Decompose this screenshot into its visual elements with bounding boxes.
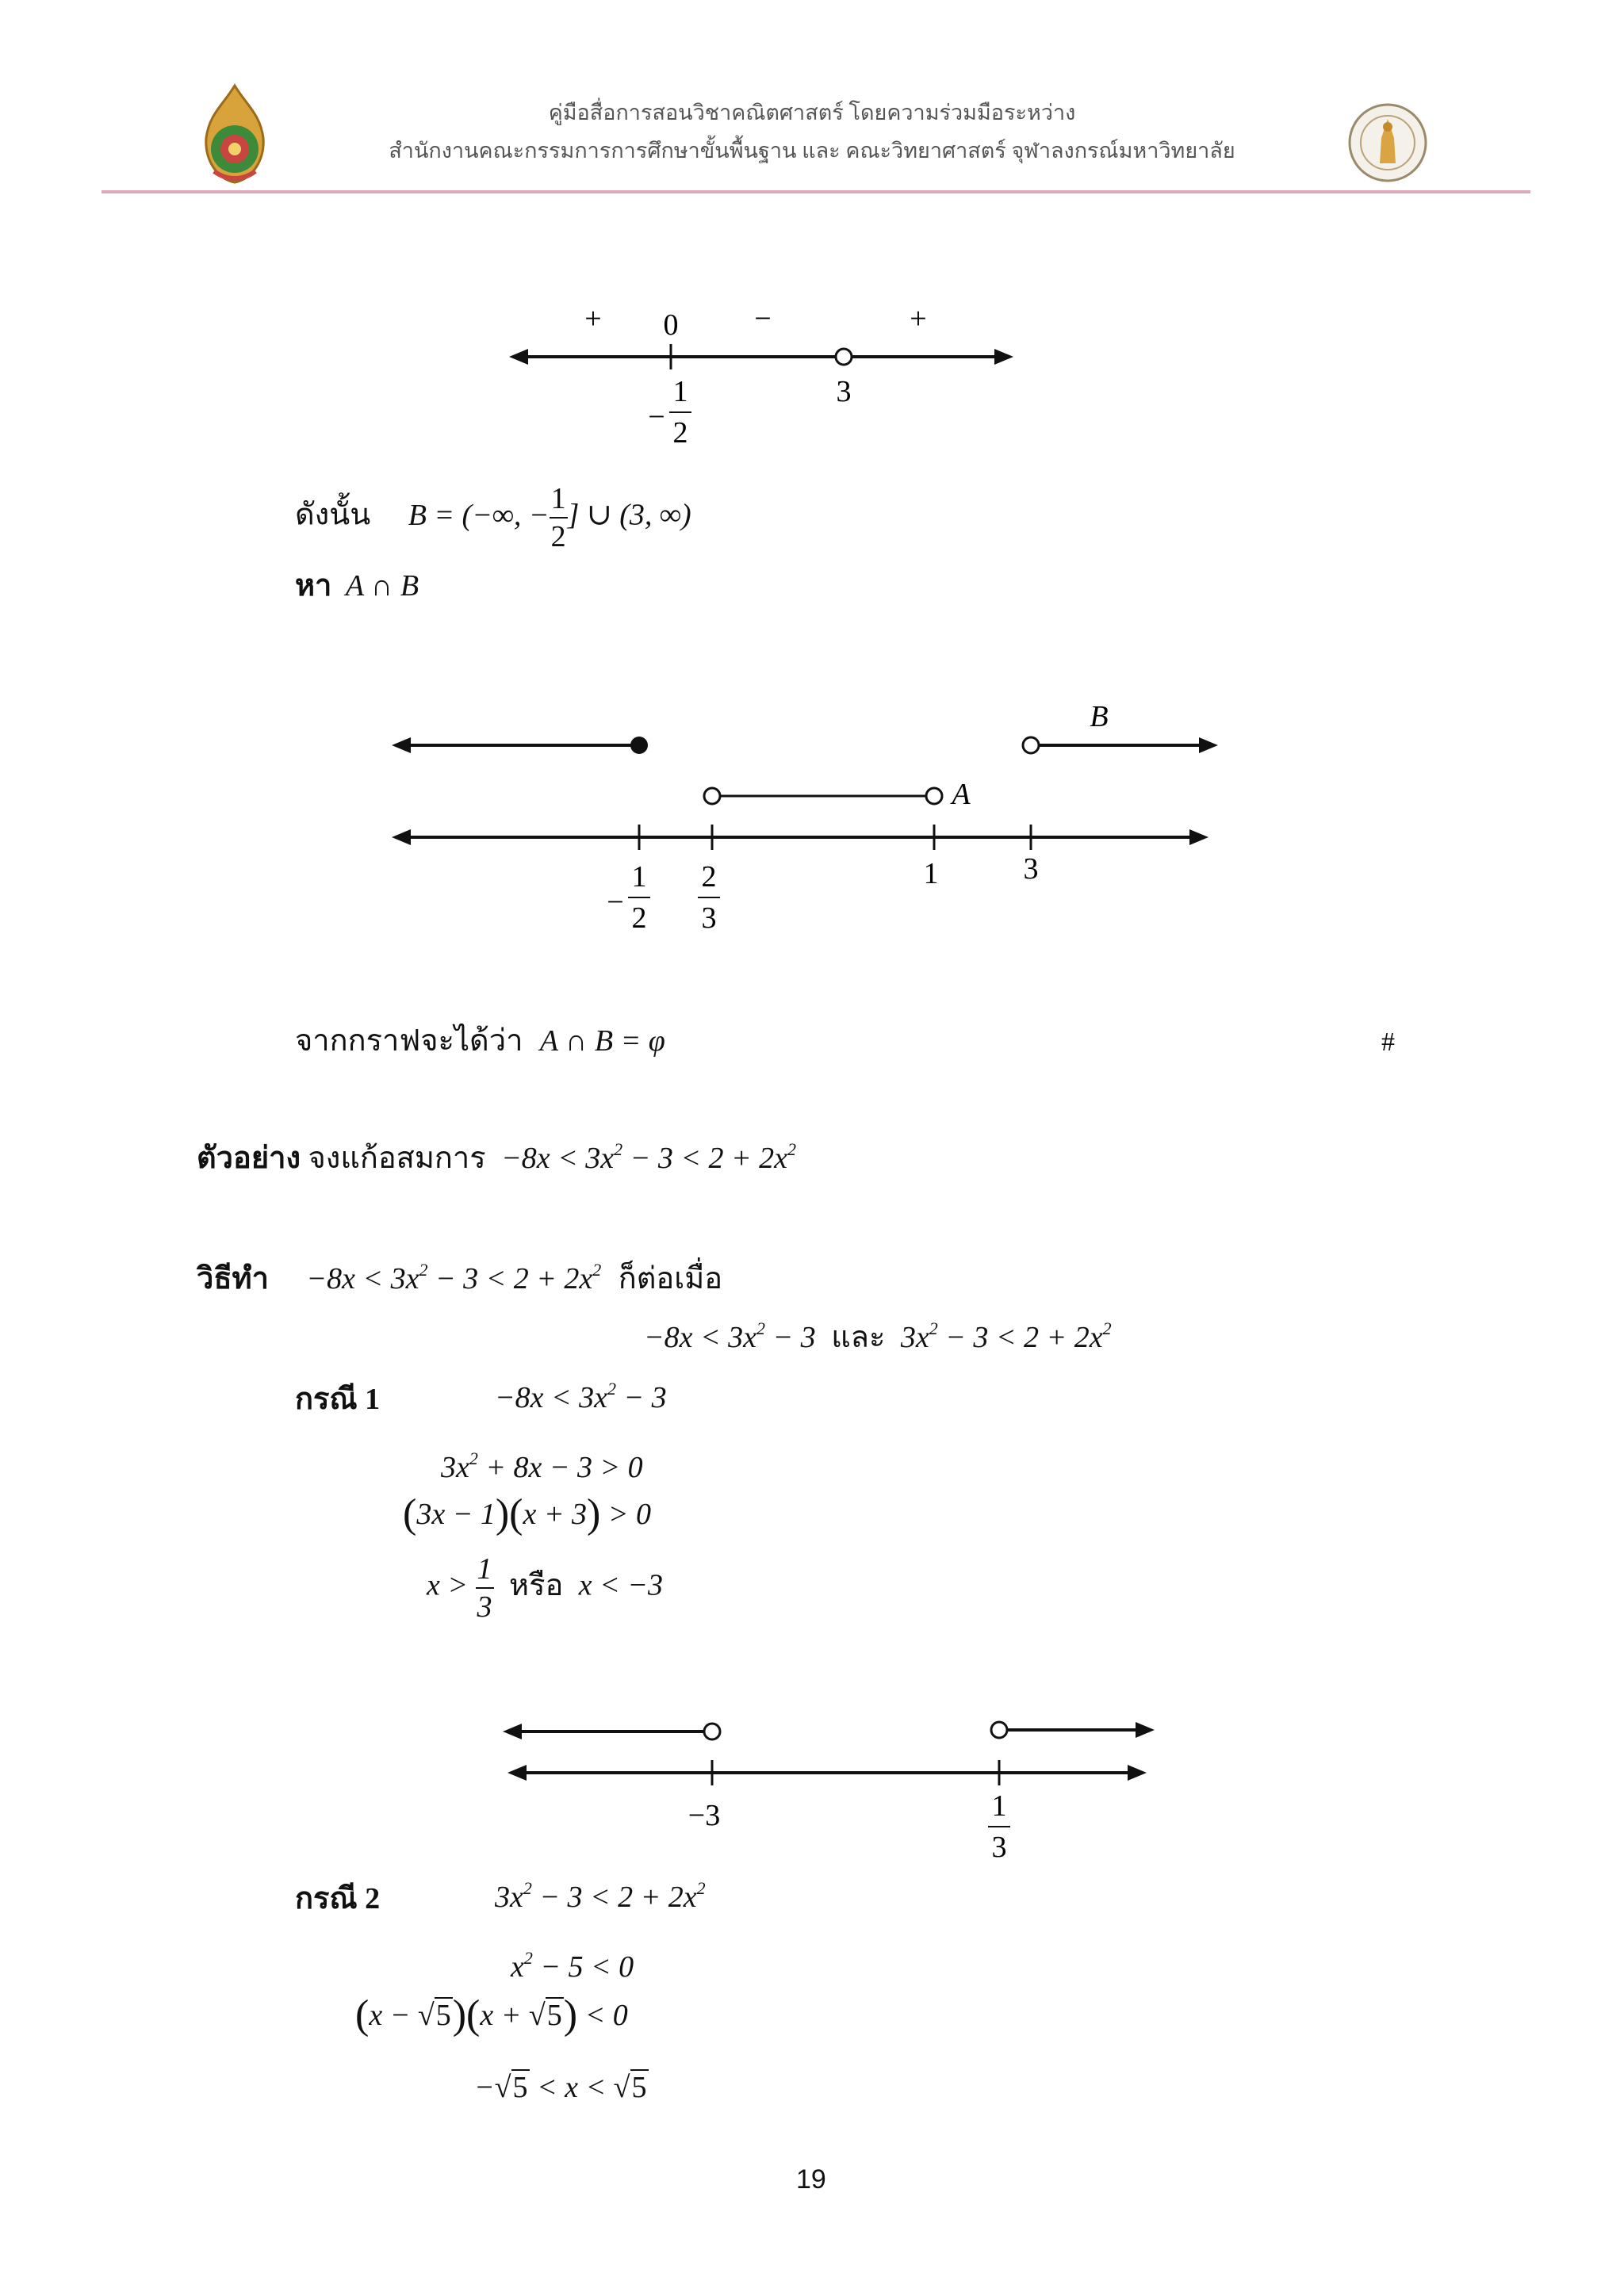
sign-zero: 0 xyxy=(663,308,679,342)
sign-chart-number-line xyxy=(508,300,1015,458)
tick-one-third-num: 1 xyxy=(991,1789,1007,1823)
case2-label: กรณี 2 xyxy=(295,1882,381,1915)
case2-line-1: $3x^2 - 3 < 2 + 2x^2$ xyxy=(495,1878,706,1914)
case1-number-line xyxy=(500,1705,1166,1871)
intersection-number-line xyxy=(389,696,1229,958)
tick-one: 1 xyxy=(923,857,939,890)
header-line-1: คู่มือสื่อการสอนวิชาคณิตศาสตร์ โดยความร่วมมือระหว่าง xyxy=(548,101,1076,124)
b-lhs: B = (−∞, − xyxy=(408,498,550,532)
find-expr: A ∩ B xyxy=(345,569,419,603)
conclusion-b xyxy=(295,484,691,552)
solution-line-1 xyxy=(197,1260,723,1295)
case2-line-3: (x − √5)(x + √5) < 0 xyxy=(355,1992,628,2038)
solution-line-2 xyxy=(644,1318,1112,1354)
tick-one-third-den: 3 xyxy=(991,1831,1007,1864)
solution-ineq-2: $3x^2 - 3 < 2 + 2x^2$ xyxy=(900,1318,1112,1354)
solution-iff: ก็ต่อเมื่อ xyxy=(618,1262,723,1295)
label-set-a: A xyxy=(952,778,971,811)
solution-expr: $-8x < 3x^2 - 3 < 2 + 2x^2$ xyxy=(306,1260,602,1295)
case1-line-1: $-8x < 3x^2 - 3$ xyxy=(495,1379,667,1414)
solution-and: และ xyxy=(831,1321,886,1354)
tick-neg-half-den: 2 xyxy=(631,901,647,935)
result-expr: A ∩ B = φ xyxy=(539,1024,665,1058)
case1-label: กรณี 1 xyxy=(295,1383,381,1416)
example-label: ตัวอย่าง xyxy=(197,1142,301,1175)
tick-two-thirds-den: 3 xyxy=(701,901,717,935)
tick-label-3: 3 xyxy=(836,375,852,408)
page-number: 19 xyxy=(796,2164,826,2195)
sign-minus: − xyxy=(754,302,772,335)
case2-line-4: −√5 < x < √5 xyxy=(474,2071,647,2104)
tick-two-thirds-num: 2 xyxy=(701,860,717,894)
header-divider xyxy=(102,190,1530,193)
find-label: หา xyxy=(295,569,332,603)
sign-plus-left: + xyxy=(584,302,602,335)
result-text: จากกราฟจะได้ว่า xyxy=(295,1024,523,1058)
example-line xyxy=(197,1139,796,1175)
b-fraction: $\frac{1}{2}$ xyxy=(550,482,566,553)
b-rhs: ] ∪ (3, ∞) xyxy=(567,498,691,532)
solution-label: วิธีทำ xyxy=(197,1262,269,1295)
case2-line-2: $x^2 - 5 < 0$ xyxy=(511,1948,634,1984)
tick-neg-half-num: 1 xyxy=(631,860,647,894)
case1-line-4: x > $\frac{1}{3}$ หรือ x < −3 xyxy=(427,1552,663,1624)
case1-line-2: $3x^2 + 8x - 3 > 0$ xyxy=(441,1448,643,1484)
header-line-2: สำนักงานคณะกรรมการการศึกษาขั้นพื้นฐาน และ คณะวิทยาศาสตร์ จุฬาลงกรณ์มหาวิทยาลัย xyxy=(389,139,1235,163)
sign-plus-right: + xyxy=(910,302,927,335)
tick-three: 3 xyxy=(1023,852,1039,886)
case1-fraction: $\frac{1}{3}$ xyxy=(477,1552,492,1624)
result-line xyxy=(295,1026,665,1056)
document-header xyxy=(0,94,1624,170)
tick-label-den: 2 xyxy=(672,416,688,450)
tick-label-num: 1 xyxy=(672,375,688,408)
tick-neg-half-sign: − xyxy=(607,886,624,919)
end-mark: # xyxy=(1381,1027,1395,1057)
tick-neg-three: −3 xyxy=(688,1799,721,1832)
conclusion-label: ดังนั้น xyxy=(295,498,371,532)
example-text: จงแก้อสมการ xyxy=(308,1142,486,1175)
find-intersection xyxy=(295,571,419,601)
example-expr: $-8x < 3x^2 - 3 < 2 + 2x^2$ xyxy=(501,1139,796,1175)
tick-label-neg-sign: − xyxy=(648,400,665,434)
case1-line-3: (3x − 1)(x + 3) > 0 xyxy=(403,1491,651,1536)
solution-ineq-1: $-8x < 3x^2 - 3$ xyxy=(644,1318,816,1354)
label-set-b: B xyxy=(1090,700,1109,733)
